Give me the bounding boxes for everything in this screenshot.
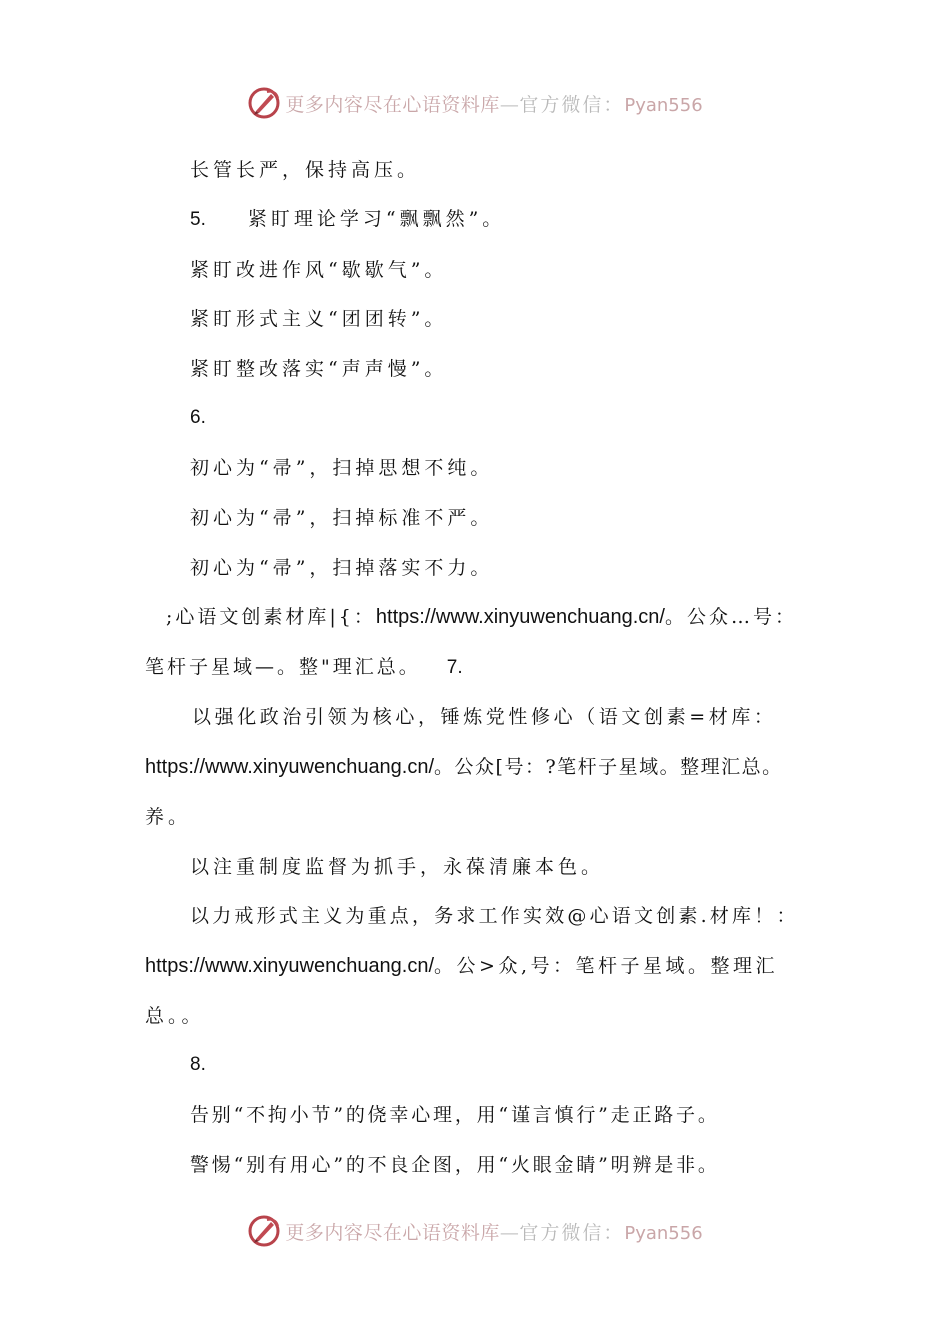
pen-logo-icon: [247, 86, 281, 120]
text-line: 紧盯整改落实“声声慢”。: [190, 358, 448, 380]
watermark-text: 更多内容尽在心语资料库: [285, 93, 500, 116]
text-content: 笔杆子星域—。整"理汇总。: [145, 656, 421, 678]
text-line: [145, 952, 778, 980]
text-content: ;心语文创素材库|{：: [166, 606, 376, 628]
text-content: 紧盯理论学习“飘飘然”。: [247, 208, 506, 230]
list-number: 5.: [190, 209, 206, 230]
list-number: 8.: [190, 1054, 206, 1075]
url-link[interactable]: https://www.xinyuwenchuang.cn/: [145, 756, 435, 778]
watermark-handle: Pyan556: [624, 94, 703, 116]
watermark-text: 更多内容尽在心语资料库: [285, 1221, 500, 1244]
text-line: 长管长严，保持高压。: [190, 159, 421, 181]
watermark-dash: —: [499, 1221, 520, 1244]
watermark-handle: Pyan556: [624, 1222, 703, 1244]
url-link[interactable]: https://www.xinyuwenchuang.cn/: [375, 606, 665, 628]
text-line: 初心为“帚”，扫掉思想不纯。: [190, 457, 494, 479]
list-number: 6.: [190, 407, 206, 428]
text-content: 。公>众,号：笔杆子星域。整理汇: [434, 955, 779, 977]
text-line: 以力戒形式主义为重点，务求工作实效@心语文创素.材库！：: [190, 905, 799, 927]
text-line: 初心为“帚”，扫掉落实不力。: [190, 557, 494, 579]
footer-watermark: [0, 1211, 950, 1251]
url-link[interactable]: https://www.xinyuwenchuang.cn/: [145, 955, 435, 977]
header-watermark: [0, 83, 950, 123]
text-line: [190, 205, 505, 234]
text-line: 紧盯改进作风“歇歇气”。: [190, 259, 448, 281]
text-line: [166, 603, 797, 631]
text-line: 警惕“别有用心”的不良企图，用“火眼金睛”明辨是非。: [190, 1154, 720, 1176]
text-line: [145, 653, 463, 682]
text-content: 。公众[号：?笔杆子星域。整理汇总。: [434, 756, 783, 778]
text-line: 养。: [145, 806, 192, 828]
text-line: 以强化政治引领为核心，锤炼党性修心（语文创素=材库：: [192, 706, 777, 728]
pen-logo-icon: [247, 1214, 281, 1248]
list-number: 7.: [446, 657, 463, 678]
text-line: 总。。: [145, 1005, 205, 1027]
text-content: 。公众…号：: [664, 606, 797, 628]
text-line: 紧盯形式主义“团团转”。: [190, 308, 448, 330]
watermark-label: 官方微信：: [519, 1221, 625, 1244]
text-line: 初心为“帚”，扫掉标准不严。: [190, 507, 494, 529]
watermark-dash: —: [499, 93, 520, 116]
text-line: [145, 753, 783, 781]
watermark-label: 官方微信：: [519, 93, 625, 116]
text-line: 以注重制度监督为抓手，永葆清廉本色。: [190, 856, 605, 878]
text-line: 告别“不拘小节”的侥幸心理，用“谨言慎行”走正路子。: [190, 1104, 720, 1126]
